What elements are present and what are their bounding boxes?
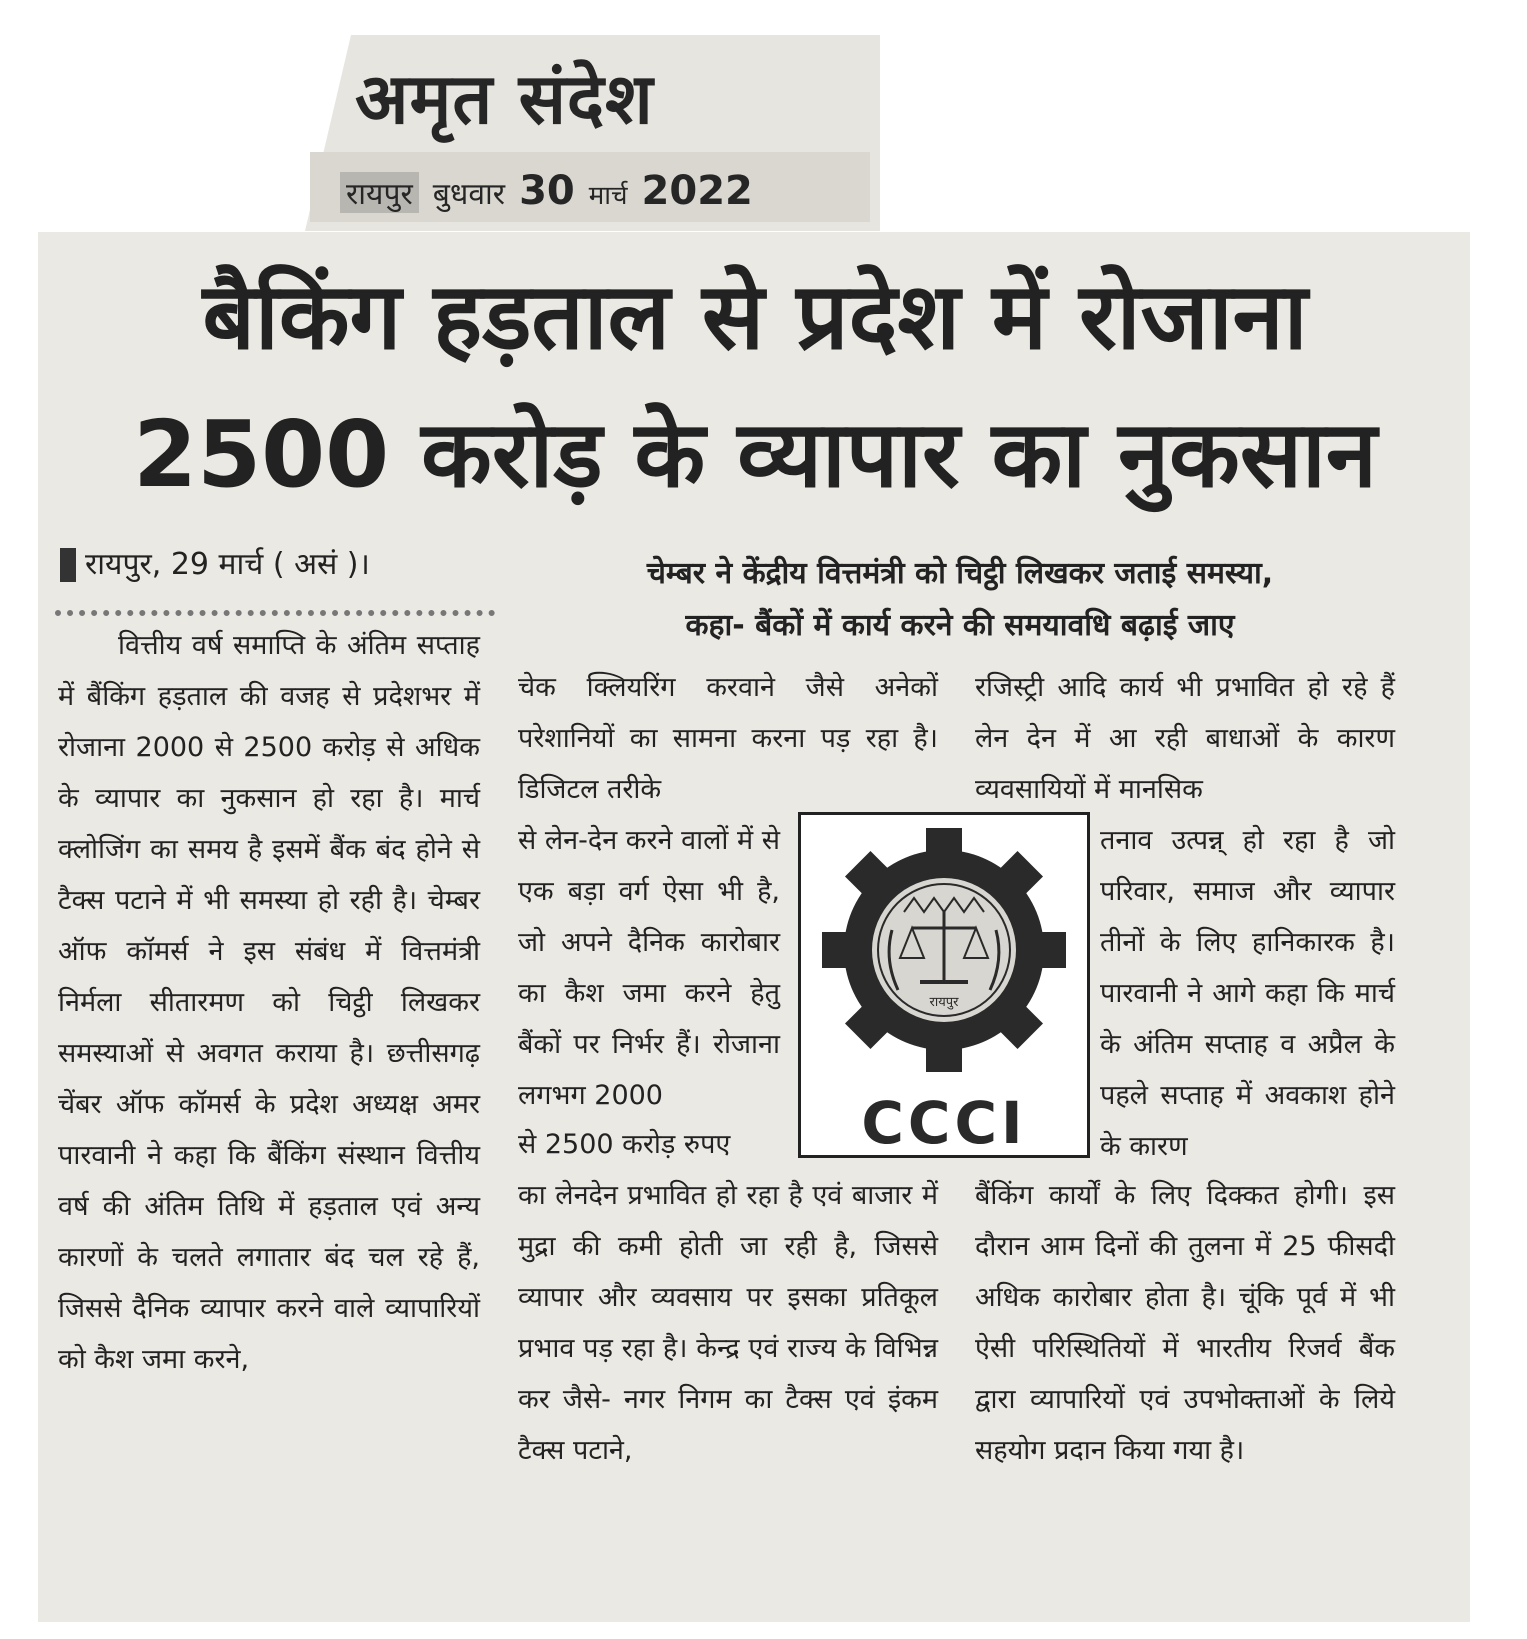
subheadline-line-2: कहा- बैंकों में कार्य करने की समयावधि बढ़ाई जाए (685, 608, 1235, 643)
logo-label: CCCI (861, 1089, 1027, 1155)
ccci-gear-emblem-icon (801, 815, 1087, 1155)
ccci-logo (798, 812, 1090, 1158)
dateline-day: बुधवार (432, 177, 506, 212)
article-column-2-beside-logo: से लेन-देन करने वालों में से एक बड़ा वर्ग ऐसा भी है, जो अपने दैनिक कारोबार का कैश जमा करने हेतु बैंकों पर निर्भर हैं। रोजाना लगभग 2000 (518, 825, 780, 1111)
logo-seal-city: रायपुर (929, 995, 959, 1010)
dateline-month: मार्च (588, 181, 628, 211)
article-column-2-top: चेक क्लियरिंग करवाने जैसे अनेकों परेशानियों का सामना करना पड़ रहा है। डिजिटल तरीके (518, 672, 938, 805)
byline-marker (60, 548, 76, 582)
article-column-3-top: रजिस्ट्री आदि कार्य भी प्रभावित हो रहे हैं लेन देन में आ रही बाधाओं के कारण व्यवसायियों में मानसिक (975, 672, 1395, 805)
article-column-3-bottom: बैंकिंग कार्यों के लिए दिक्कत होगी। इस दौरान आम दिनों की तुलना में 25 फीसदी अधिक कारोबार होता है। चूंकि पूर्व में भी ऐसी परिस्थितियों में भारतीय रिजर्व बैंक द्वारा व्यापारियों एवं उपभोक्ताओं के लिये सहयोग प्रदान किया गया है। (975, 1180, 1395, 1466)
subheadline (505, 548, 1415, 652)
article-column-3-beside-logo: तनाव उत्पन्न् हो रहा है जो परिवार, समाज और व्यापार तीनों के लिए हानिकारक है। पारवानी ने आगे कहा कि मार्च के अंतिम सप्ताह व अप्रैल के पहले सप्ताह में अवकाश होने के कारण (1100, 825, 1395, 1162)
article-column-2-logo-bottom: से 2500 करोड़ रुपए (518, 1129, 731, 1160)
article-column-2-bottom: का लेनदेन प्रभावित हो रहा है एवं बाजार में मुद्रा की कमी होती जा रही है, जिससे व्यापार और व्यवसाय पर इसका प्रतिकूल प्रभाव पड़ रहा है। केन्द्र एवं राज्य के विभिन्न कर जैसे- नगर निगम का टैक्स एवं इंकम टैक्स पटाने, (518, 1180, 938, 1466)
dateline-date: 30 (519, 168, 575, 214)
byline: रायपुर, 29 मार्च ( असं )। (85, 547, 370, 582)
newspaper-name: अमृत संदेश (355, 58, 654, 140)
headline (50, 248, 1460, 524)
dateline (340, 168, 753, 214)
dateline-year: 2022 (641, 168, 753, 214)
headline-line-2: 2500 करोड़ के व्यापार का नुकसान (133, 401, 1377, 508)
subheadline-line-1: चेम्बर ने केंद्रीय वित्तमंत्री को चिट्ठी लिखकर जताई समस्या, (646, 556, 1274, 591)
dateline-city: रायपुर (340, 172, 419, 213)
article-column-1: वित्तीय वर्ष समाप्ति के अंतिम सप्ताह में बैंकिंग हड़ताल की वजह से प्रदेशभर में रोजाना 2000 से 2500 करोड़ से अधिक के व्यापार का नुकसान हो रहा है। मार्च क्लोजिंग का समय है इसमें बैंक बंद होने से टैक्स पटाने में भी समस्या हो रही है। चेम्बर ऑफ कॉमर्स ने इस संबंध में वित्तमंत्री निर्मला सीतारमण को चिट्ठी लिखकर समस्याओं से अवगत कराया है। छत्तीसगढ़ चेंबर ऑफ कॉमर्स के प्रदेश अध्यक्ष अमर पारवानी ने कहा कि बैंकिंग संस्थान वित्तीय वर्ष की अंतिम तिथि में हड़ताल एवं अन्य कारणों के चलते लगातार बंद चल रहे हैं, जिससे दैनिक व्यापार करने वाले व्यापारियों को कैश जमा करने, (58, 630, 480, 1375)
headline-line-1: बैकिंग हड़ताल से प्रदेश में रोजाना (202, 263, 1308, 370)
